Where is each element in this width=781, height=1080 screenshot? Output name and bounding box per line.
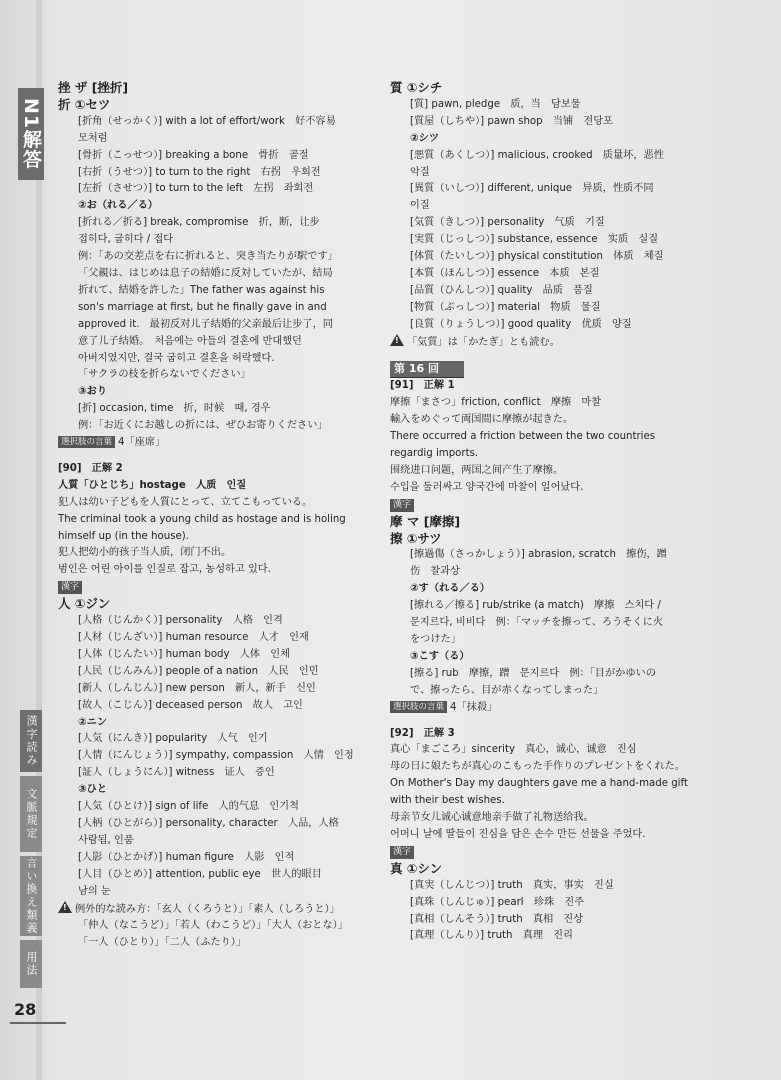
right-column [390,80,705,945]
reading-heading: ②す（れる／る） [410,583,490,595]
example-line: himself up (in the house). [58,530,189,542]
section-tab-context: 文脈規定 [20,776,42,852]
entry-line: [人気（にんき）] popularity 人气 인기 [78,733,268,745]
entry-line: [左折（させつ）] to turn to the left 左拐 좌회전 [78,183,314,195]
entry-line: [品質（ひんしつ）] quality 品质 품질 [410,284,593,296]
entry-line: [人目（ひとめ）] attention, public eye 世人的眼目 [78,868,322,880]
entry-line: 모처럼 [78,132,108,144]
example-line: 犯人は幼い子どもを人質にとって、立てこもっている。 [58,496,313,508]
example-line: 母の日に娘たちが真心のこもった手作りのプレゼントをくれた。 [390,761,686,773]
entry-line: [質] pawn, pledge 质，当 담보물 [410,98,581,110]
entry-line: [真珠（しんじゅ）] pearl 珍珠 진주 [410,896,585,908]
entry-line: 이질 [410,200,430,212]
entry-line: [実質（じっしつ）] substance, essence 实质 실질 [410,234,659,246]
entry-line: [気質（きしつ）] personality 气质 기질 [410,217,605,229]
choice-badge: 選択肢の言葉 [58,436,115,448]
example-line: 母亲节女儿诚心诚意地亲手做了礼物送给我。 [390,812,594,824]
note-text: 「気質」は「かたぎ」とも読む。 [407,336,560,348]
kanji-heading: 折 ①セツ [58,96,111,112]
reading-heading: ②お（れる／る） [78,200,158,212]
entry-line: 아버지였지만, 결국 굽히고 결혼을 허락했다. [78,352,275,364]
answer-word: 真心「まごころ」sincerity 真心，诚心，诚意 진심 [390,744,637,756]
entry-line: 折れて、結婚を許した」The father was against his [78,284,325,296]
kanji-badge: 漢字 [390,846,414,859]
entry-line: [悪質（あくしつ）] malicious, crooked 质量坏，恶性 [410,149,664,161]
choice-badge: 選択肢の言葉 [390,701,447,713]
example-line: 범인은 어린 아이를 인질로 잡고, 농성하고 있다. [58,564,271,576]
question-header: [90] 正解 2 [58,462,123,474]
entry-line: 例：「あの交差点を右に折れると、突き当たりが駅です」 [78,251,338,263]
entry-line: [人体（じんたい）] human body 人体 인체 [78,648,290,660]
section-tab-paraphrase: 言い換え類義 [20,856,42,936]
entry-line: 남의 눈 [78,885,111,897]
kanji-heading: 人 ①ジン [58,596,111,612]
reading-heading: ③こす（る） [410,650,470,662]
example-line: The criminal took a young child as hostage and is holing [58,513,346,525]
entry-line: 악질 [410,166,430,178]
entry-line: [人影（ひとかげ）] human figure 人影 인적 [78,851,295,863]
reading-heading: ②ニン [78,716,108,728]
choice-line [58,435,373,452]
example-line: regardig imports. [390,448,479,460]
entry-line: [擦れる／擦る] rub/strike (a match) 摩擦 스치다 / [410,600,661,612]
level-tab: N1解答 [18,88,44,180]
round-badge: 第 16 回 [390,361,464,378]
exception-text: 例外的な読み方：「玄人（くろうと）」「素人（しろうと）」 [75,903,340,915]
entry-line: [人気（ひとけ）] sign of life 人的气息 인기척 [78,801,299,813]
page-number: 28 [14,1000,37,1019]
entry-line: 伤 찰과상 [410,566,460,578]
example-line: 围绕进口问题，两国之间产生了摩擦。 [390,464,564,476]
entry-line: approved it. 最初反对儿子结婚的父亲最后让步了，同 [78,318,333,330]
kanji-heading: 挫 ザ [挫折] [58,80,129,95]
entry-line: [物質（ぶっしつ）] material 物质 물질 [410,301,601,313]
example-line: 수입을 둘러싸고 양국간에 마찰이 일어났다. [390,481,584,493]
example-line: There occurred a friction between the two countries [390,431,656,443]
section-tab-kanji-reading: 漢字読み [20,710,42,772]
entry-line: 「サクラの枝を折らないでください」 [78,369,251,381]
reading-heading: ③ひと [78,784,108,796]
answer-word: 人質「ひとじち」hostage 人质 인질 [58,479,247,491]
entry-line: [証人（しょうにん）] witness 证人 증인 [78,767,275,779]
entry-line: をつけた」 [410,634,461,645]
question-header: [92] 正解 3 [390,727,455,739]
entry-line: 例：「お近くにお越しの折には、ぜひお寄りください」 [78,420,328,432]
kanji-heading: 質 ①シチ [390,80,443,95]
entry-line: [真理（しんり）] truth 真理 진리 [410,930,573,942]
entry-line: [人民（じんみん）] people of a nation 人民 인민 [78,665,319,677]
reading-heading: ②シツ [410,132,440,144]
note-line [390,334,705,352]
entry-line: [人情（にんじょう）] sympathy, compassion 人情 인정 [78,750,354,762]
example-line: with their best wishes. [390,795,505,807]
section-tab-usage: 用法 [20,940,42,988]
entry-line: [擦る] rub 摩擦，蹭 문지르다 例：「目がかゆいの [410,667,656,679]
warning-icon [58,901,72,913]
page-number-rule [10,1022,66,1024]
entry-line: [擦過傷（さっかしょう）] abrasion, scratch 擦伤，蹭 [410,549,667,561]
entry-line: 접히다, 굽히다 / 접다 [78,234,174,246]
kanji-heading: 擦 ①サツ [390,530,442,546]
entry-line: [新人（しんじん）] new person 新人，新手 신인 [78,682,316,694]
entry-line: [質屋（しちや）] pawn shop 当铺 전당포 [410,115,613,127]
kanji-badge: 漢字 [390,499,414,512]
example-line: 어머니 날에 딸들이 진심을 담은 손수 만든 선물을 주었다. [390,828,646,840]
example-line: On Mother's Day my daughters gave me a hand-made gift [390,778,688,790]
reading-heading: ③おり [78,386,108,398]
choice-text: 4「抹殺」 [450,701,498,713]
example-line: 犯人把幼小的孩子当人质，闭门不出。 [58,547,232,559]
entry-line: [真相（しんそう）] truth 真相 진상 [410,913,584,925]
warning-icon [390,334,404,346]
entry-line: [骨折（こっせつ）] breaking a bone 骨折 골절 [78,149,309,161]
choice-line [390,700,705,717]
entry-line: [右折（うせつ）] to turn to the right 右拐 우회전 [78,166,321,178]
entry-line: [本質（ほんしつ）] essence 本质 본질 [410,267,600,279]
entry-line: 사람됨, 인품 [78,834,134,846]
entry-line: 「父親は、はじめは息子の結婚に反対していたが、結局 [78,267,333,279]
question-header: [91] 正解 1 [390,380,455,392]
exception-line: 「仲人（なこうど）」「若人（わこうど）」「大人（おとな）」 [78,920,348,932]
kanji-heading: 真 ①シン [390,860,443,876]
left-column [58,80,373,952]
entry-line: [良質（りょうしつ）] good quality 优质 양질 [410,318,632,330]
entry-line: [体質（たいしつ）] physical constitution 体质 체질 [410,251,664,263]
entry-line: [人柄（ひとがら）] personality, character 人品，人格 [78,817,339,829]
exception-line [58,901,373,919]
kanji-heading: 摩 マ [摩擦] [390,513,461,529]
choice-text: 4「座席」 [118,437,166,449]
kanji-badge: 漢字 [58,581,82,594]
example-line: 輸入をめぐって両国間に摩擦が起きた。 [390,414,574,426]
entry-line: [真実（しんじつ）] truth 真实，事实 진실 [410,879,614,891]
entry-line: [故人（こじん）] deceased person 故人 고인 [78,699,303,711]
entry-line: [人材（じんざい）] human resource 人才 인재 [78,632,309,643]
answer-word: 摩擦「まさつ」friction, conflict 摩擦 마찰 [390,397,602,409]
entry-line: [折] occasion, time 折，时候 때, 경우 [78,403,271,415]
entry-line: [折れる／折る] break, compromise 折，断，让步 [78,217,320,229]
exception-line: 「一人（ひとり）」「二人（ふたり）」 [78,937,247,949]
entry-line: [折角（せっかく）] with a lot of effort/work 好不容易 [78,115,336,127]
entry-line: [異質（いしつ）] different, unique 异质，性质不同 [410,183,654,195]
entry-line: で、擦ったら、目が赤くなってしまった」 [410,684,604,696]
entry-line: 문지르다, 비비다 例：「マッチを擦って、ろうそくに火 [410,617,664,629]
entry-line: son's marriage at first, but he finally gave in and [78,301,327,313]
entry-line: 意了儿子结婚。 처음에는 아들의 결혼에 반대했던 [78,335,302,347]
entry-line: [人格（じんかく）] personality 人格 인격 [78,615,283,627]
